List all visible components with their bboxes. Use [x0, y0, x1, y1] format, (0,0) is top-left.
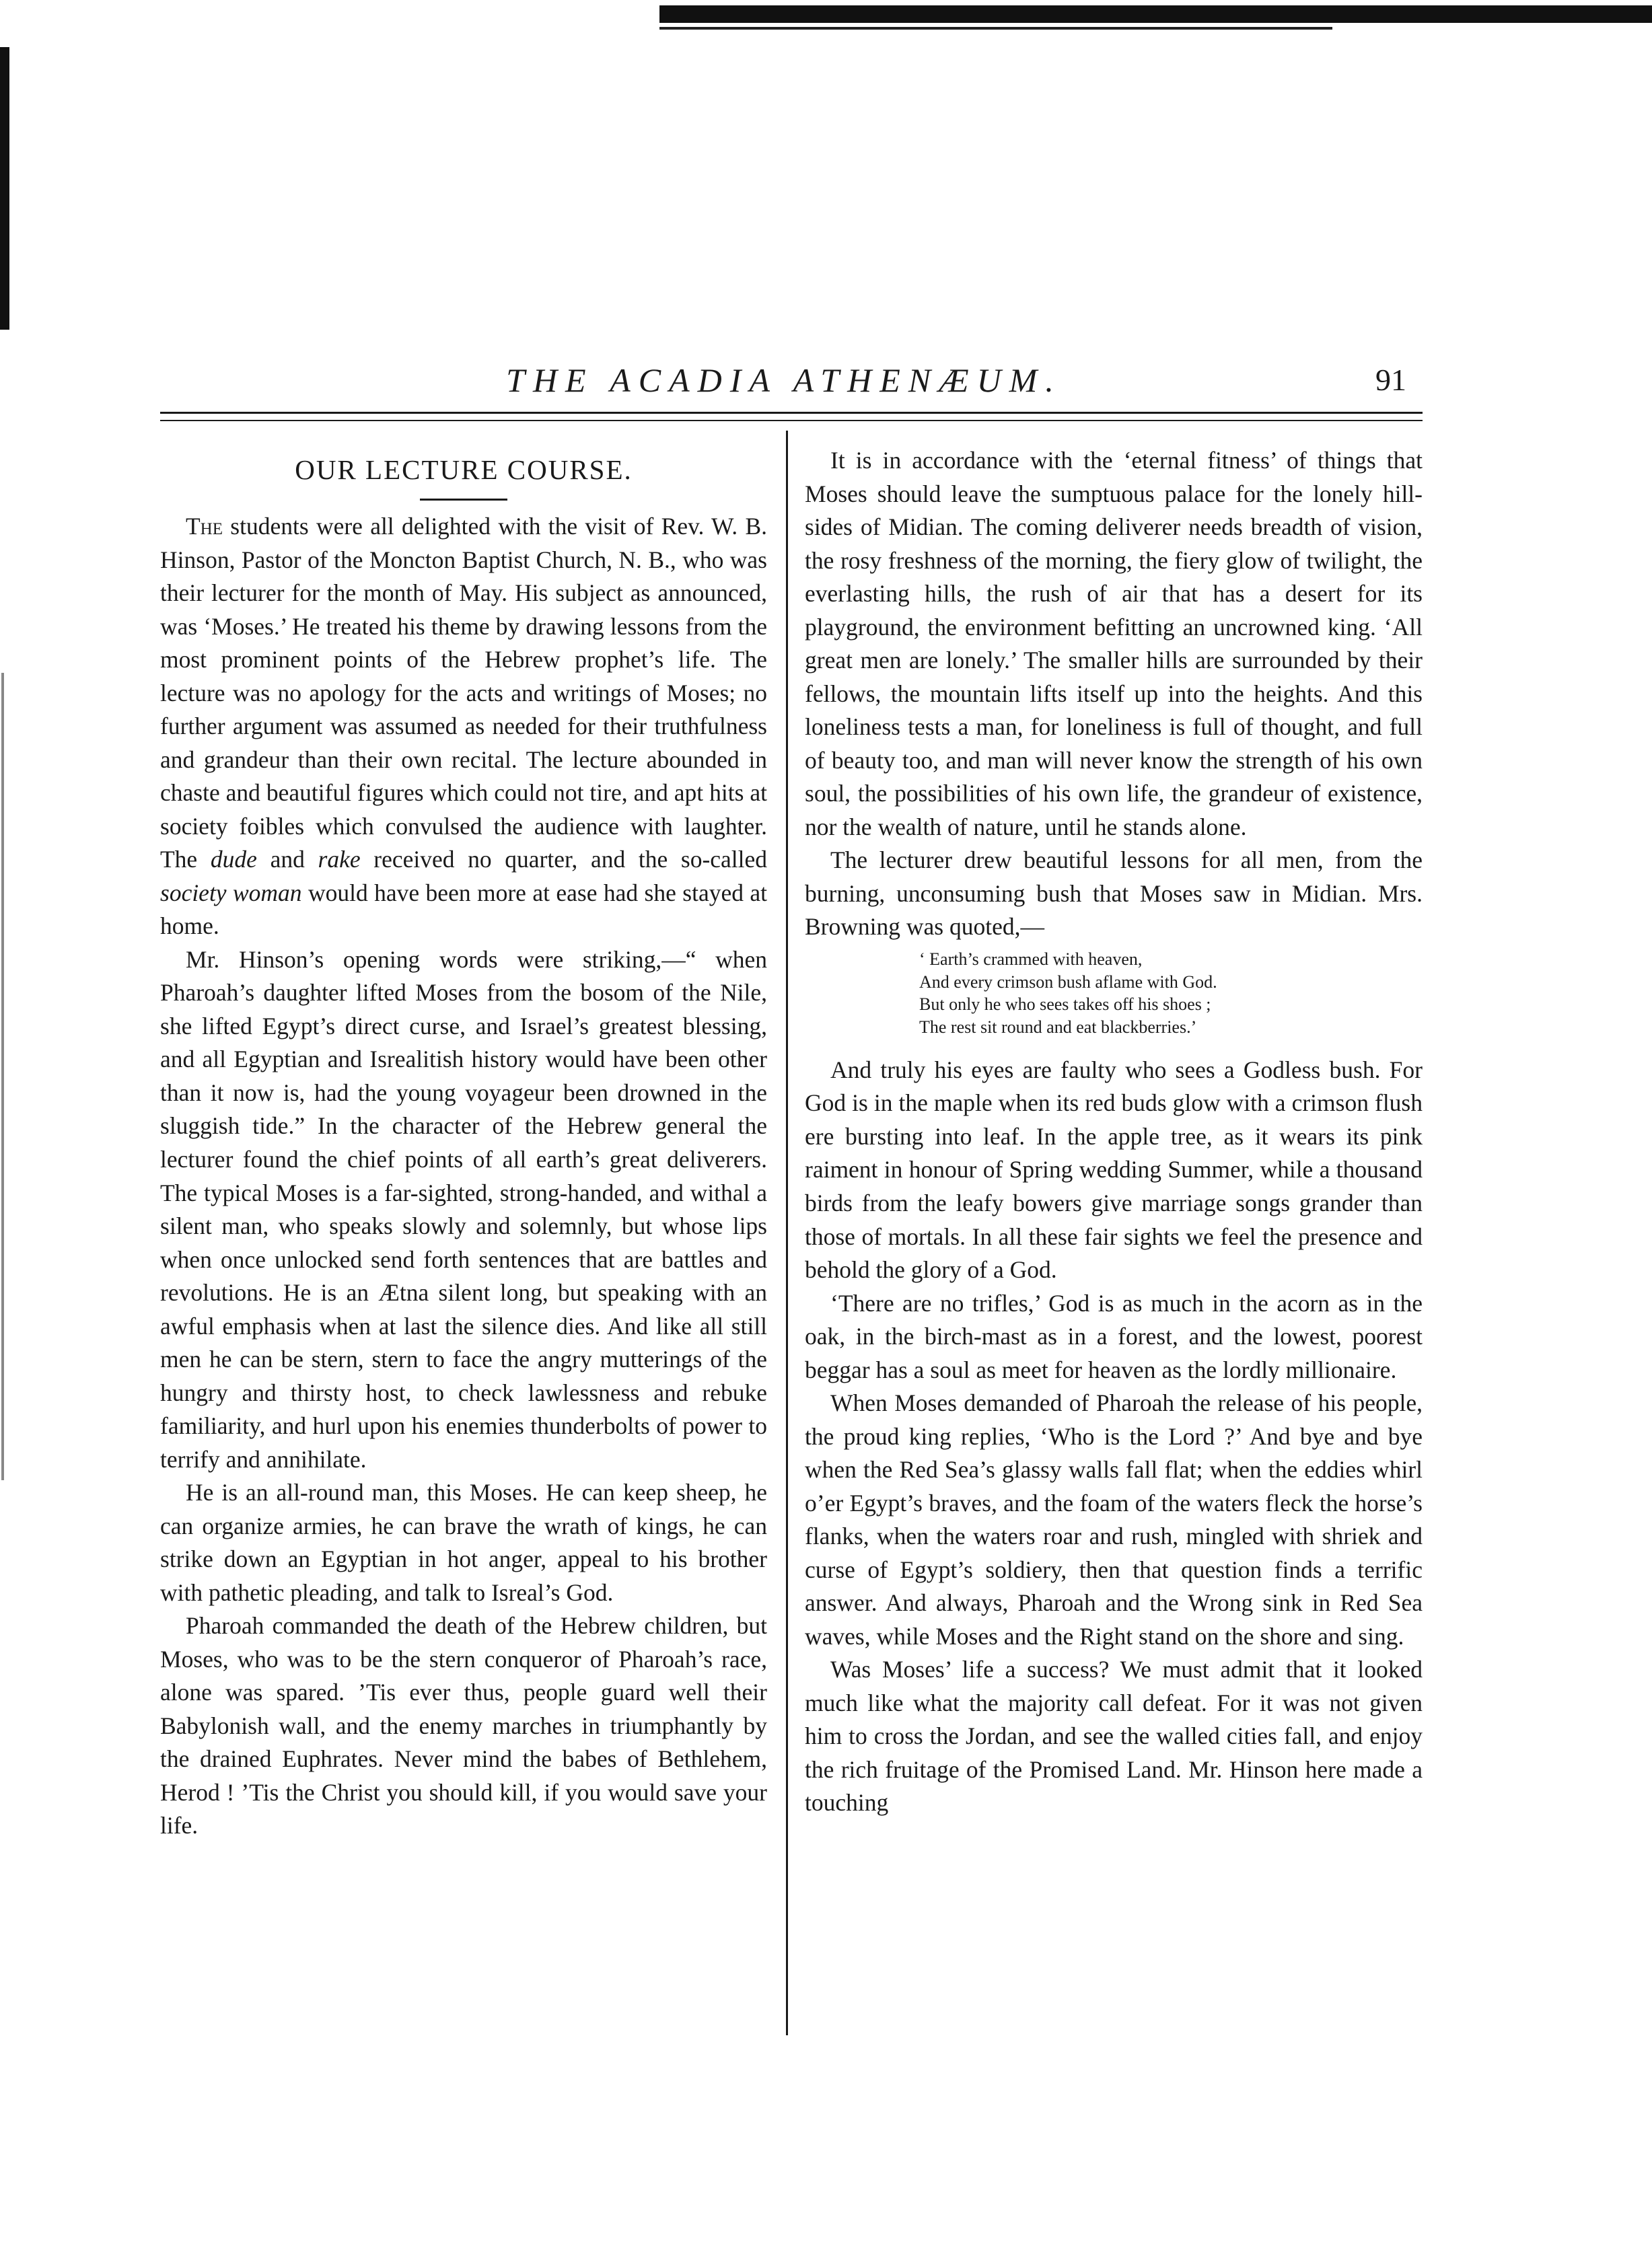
left-column	[160, 444, 767, 1843]
drop-word: The	[186, 513, 223, 540]
paragraph-text: would have been more at ease had she stayed at home.	[160, 879, 768, 940]
paragraph: And truly his eyes are faulty who sees a Godless bush. For God is in the maple when its red buds glow with a crimson flush ere bursting into leaf. In the apple tree, as it wears its pink raiment in honour of Spring wedding Summer, while a thousand birds from the leafy bowers give marriage songs grander than those of mortals. In all these fair sights we feel the presence and behold the glory of a God.	[805, 1056, 1423, 1284]
page-number: 91	[1375, 363, 1406, 397]
column-divider	[786, 431, 788, 2035]
scan-edge-top-bar	[659, 5, 1652, 23]
paragraph: Pharoah commanded the death of the Hebrew children, but Moses, who was to be the stern conqueror of Pharoah’s race, alone was spared. ’Tis ever thus, people guard well their Babylonish wall, and the enemy marches in triumphantly by the drained Euphrates. Never mind the babes of Bethlehem, Herod ! ’Tis the Christ you should kill, if you would save your life.	[160, 1612, 767, 1839]
scan-edge-top-line	[659, 27, 1332, 30]
poem-line: ‘ Earth’s crammed with heaven,	[919, 949, 1143, 969]
right-column	[805, 444, 1423, 1820]
paragraph-text: students were all delighted with the visit of Rev. W. B. Hinson, Pastor of the Moncton Baptist Church, N. B., who was their lecturer for the month of May. His subject as announced, was ‘Moses.’ He treated his theme by drawing lessons from the most prominent points of the Hebrew prophet’s life. The lecture was no apology for the acts and writings of Moses; no further argument was assumed as needed for their truthfulness and grandeur than their own recital. The lecture abounded in chaste and beautiful figures which could not tire, and apt hits at society foibles which convulsed the audience with laughter. The	[160, 513, 767, 873]
italic-term: society woman	[160, 879, 302, 906]
paragraph: When Moses demanded of Pharoah the release of his people, the proud king replies, ‘Who is the Lord ?’ And bye and bye when the Red Sea’s glassy walls fall flat; when the eddies whirl o’er Egypt’s braves, and the foam of the waters fleck the horse’s flanks, when the waters roar and rush, mingled with shriek and curse of Egypt’s soldiery, then that question finds a terrific answer. And always, Pharoah and the Wrong sink in Red Sea waves, while Moses and the Right stand on the shore and sing.	[805, 1389, 1423, 1650]
paragraph: The lecturer drew beautiful lessons for all men, from the burning, unconsuming bush that Moses saw in Midian. Mrs. Browning was quoted,—	[805, 846, 1423, 941]
header-rule-top	[160, 412, 1423, 414]
journal-title: THE ACADIA ATHENÆUM.	[506, 361, 1062, 399]
paragraph-text: received no quarter, and the so-called	[373, 846, 768, 873]
paragraph: It is in accordance with the ‘eternal fitness’ of things that Moses should leave the sumptuous palace for the lonely hill-sides of Midian. The coming deliverer needs breadth of vision, the rosy freshness of the morning, the fiery glow of twilight, the everlasting hills, the rush of air that has a desert for its playground, the environment befitting an uncrowned king. ‘All great men are lonely.’ The smaller hills are surrounded by their fellows, the mountain lifts itself up into the heights. And this loneliness tests a man, for loneliness is full of thought, and full of beauty too, and man will never know the strength of his own soul, the possibilities of his own life, the grandeur of existence, nor the wealth of nature, until he stands alone.	[805, 447, 1423, 840]
italic-term: rake	[318, 846, 361, 873]
scan-edge-left-bar	[0, 47, 9, 330]
running-header	[161, 357, 1406, 404]
scan-edge-left-line	[1, 673, 4, 1480]
poem-line: The rest sit round and eat blackberries.’	[919, 1017, 1197, 1037]
poem-line: And every crimson bush aflame with God.	[919, 972, 1217, 992]
title-rule	[420, 499, 507, 501]
paragraph: Was Moses’ life a success? We must admit that it looked much like what the majority call defeat. For it was not given him to cross the Jordan, and see the walled cities fall, and enjoy the rich fruitage of the Promised Land. Mr. Hinson here made a touching	[805, 1656, 1423, 1817]
poem-quote	[919, 948, 1423, 1039]
paragraph: He is an all-round man, this Moses. He can keep sheep, he can organize armies, he can brave the wrath of kings, he can strike down an Egyptian in hot anger, appeal to his brother with pathetic pleading, and talk to Isreal’s God.	[160, 1479, 767, 1606]
paragraph	[160, 510, 767, 943]
header-rule-bottom	[160, 420, 1423, 421]
article-title: OUR LECTURE COURSE.	[295, 454, 633, 485]
paragraph: Mr. Hinson’s opening words were striking,—“ when Pharoah’s daughter lifted Moses from the bosom of the Nile, she lifted Egypt’s direct curse, and Israel’s greatest blessing, and all Egyptian and Isrealitish history would have been other than it now is, had the young voyageur been drowned in the sluggish tide.” In the character of the Hebrew general the lecturer found the chief points of all earth’s great deliverers. The typical Moses is a far-sighted, strong-handed, and withal a silent man, who speaks slowly and solemnly, but whose lips when once unlocked send forth sentences that are battles and revolutions. He is an Ætna silent long, but speaking with an awful emphasis when at last the silence dies. And like all still men he can be stern, stern to face the angry mutterings of the hungry and thirsty host, to check lawlessness and rebuke familiarity, and hurl upon his enemies thunderbolts of power to terrify and annihilate.	[160, 945, 767, 1473]
paragraph: ‘There are no trifles,’ God is as much in the acorn as in the oak, in the birch-mast as in a forest, and the lowest, poorest beggar has a soul as meet for heaven as the lordly millionaire.	[805, 1289, 1423, 1383]
poem-line: But only he who sees takes off his shoes ;	[919, 994, 1211, 1015]
italic-term: dude	[210, 846, 257, 873]
paragraph-text: and	[270, 846, 305, 873]
